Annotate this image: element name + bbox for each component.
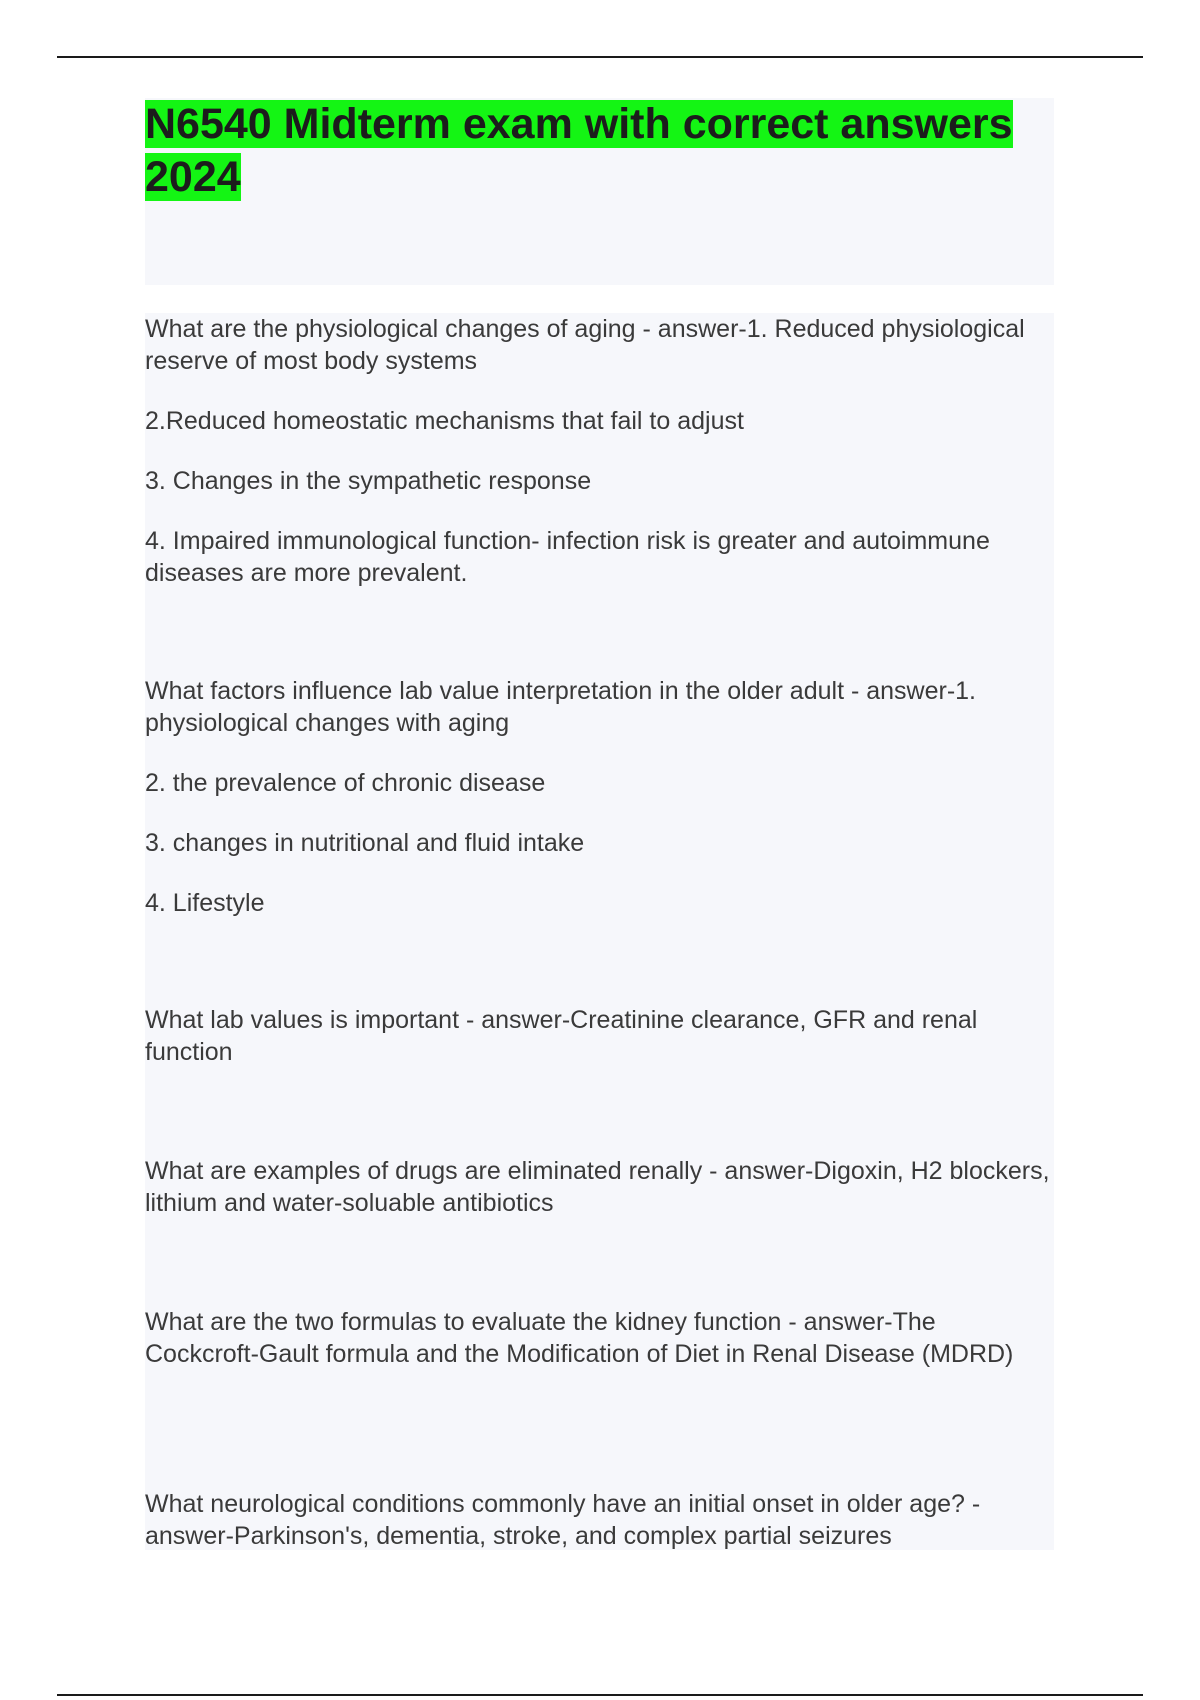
bottom-rule bbox=[57, 1694, 1143, 1696]
qa-question: What neurological conditions commonly have an initial onset in older age? - answer-Parkinson's, dementia, stroke, and complex partial seizures bbox=[145, 1490, 981, 1550]
qa-answer-item: 2.Reduced homeostatic mechanisms that fail to adjust bbox=[145, 407, 744, 435]
title-block bbox=[145, 98, 1054, 285]
top-rule bbox=[57, 56, 1143, 58]
qa-answer-item: 2. the prevalence of chronic disease bbox=[145, 769, 546, 797]
qa-question: What are the physiological changes of aging - answer-1. Reduced physiological reserve of most body systems bbox=[145, 315, 1025, 375]
qa-answer-item: 4. Impaired immunological function- infection risk is greater and autoimmune diseases are more prevalent. bbox=[145, 527, 990, 587]
qa-entry-renal-drugs bbox=[145, 1155, 1050, 1219]
title-highlight: N6540 Midterm exam with correct answers 2024 bbox=[145, 100, 1013, 201]
qa-entry-lab-interpretation bbox=[145, 675, 1050, 919]
page-title bbox=[145, 98, 1054, 204]
qa-entry-neuro-conditions bbox=[145, 1488, 1050, 1552]
qa-question: What lab values is important - answer-Creatinine clearance, GFR and renal function bbox=[145, 1006, 978, 1066]
qa-answer-item: 3. changes in nutritional and fluid intake bbox=[145, 829, 585, 857]
qa-entry-aging-changes bbox=[145, 313, 1050, 589]
qa-entry-lab-values bbox=[145, 1004, 1050, 1068]
qa-answer-item: 3. Changes in the sympathetic response bbox=[145, 467, 592, 495]
qa-question: What factors influence lab value interpretation in the older adult - answer-1. physiological changes with aging bbox=[145, 677, 977, 737]
qa-question: What are examples of drugs are eliminated renally - answer-Digoxin, H2 blockers, lithium and water-soluable antibiotics bbox=[145, 1157, 1050, 1217]
qa-entry-kidney-formulas bbox=[145, 1306, 1050, 1370]
qa-question: What are the two formulas to evaluate the kidney function - answer-The Cockcroft-Gault formula and the Modification of Diet in Renal Disease (MDRD) bbox=[145, 1308, 1014, 1368]
qa-answer-item: 4. Lifestyle bbox=[145, 889, 265, 917]
qa-content bbox=[145, 313, 1054, 1550]
